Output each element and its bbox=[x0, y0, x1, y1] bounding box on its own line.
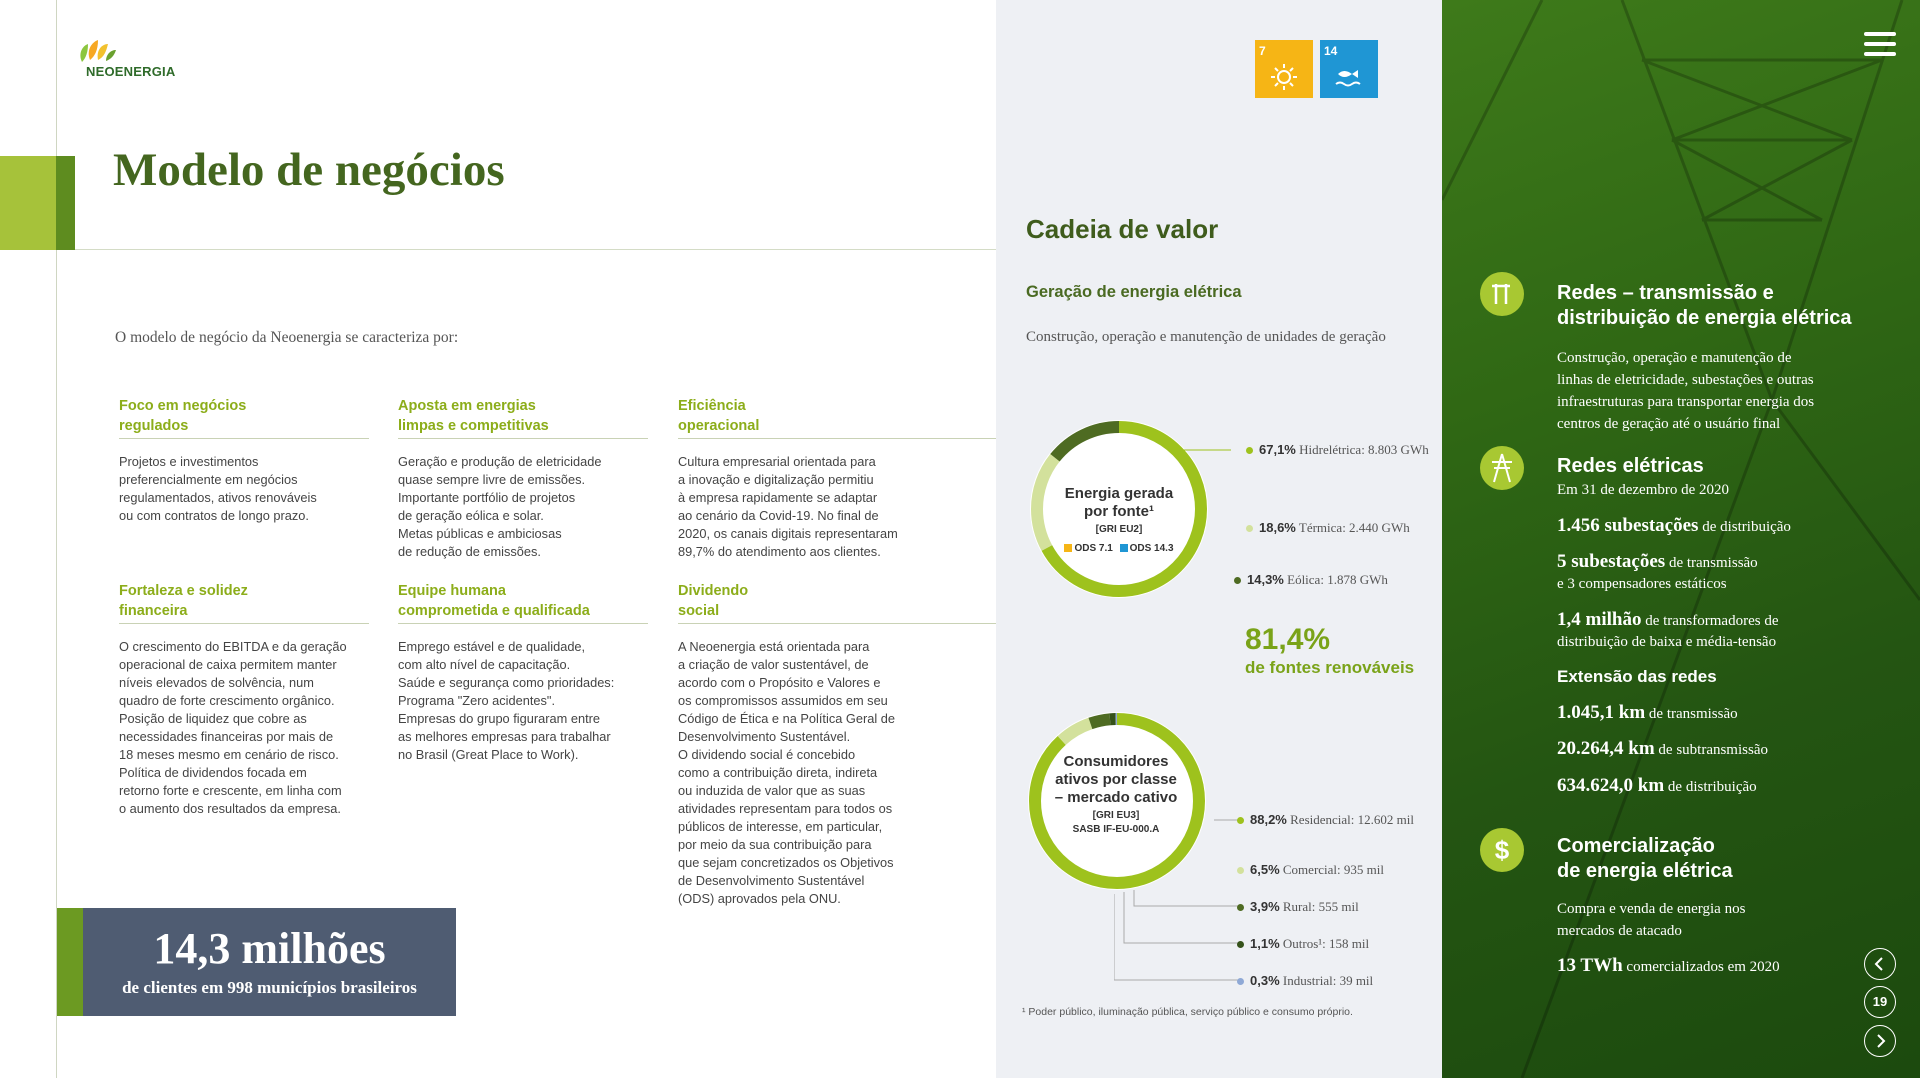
stat-accent bbox=[57, 908, 83, 1016]
renewables-label: de fontes renováveis bbox=[1245, 658, 1415, 677]
section-commercial-title: Comercialização de energia elétrica bbox=[1557, 835, 1733, 882]
stat-transformers-cont: distribuição de baixa e média-tensão bbox=[1557, 634, 1777, 650]
power-tower-icon bbox=[1480, 446, 1524, 490]
feature-text: Projetos e investimentos preferencialmente em negócios regulamentados, ativos renováveis ou com contratos de longo prazo. bbox=[119, 454, 317, 523]
page-number: 19 bbox=[1864, 986, 1896, 1018]
ods14-swatch bbox=[1120, 544, 1128, 552]
feature-title: Aposta em energias limpas e competitivas bbox=[398, 396, 648, 439]
feature-team bbox=[398, 581, 648, 764]
ods14-badge[interactable]: 14 bbox=[1320, 40, 1378, 98]
feature-text: O crescimento do EBITDA e da geração operacional de caixa permitem manter níveis elevados de solvência, num quadro de forte crescimento orgânico. Posição de liquidez que cobre as necessidades financeiras por mais de 18 meses mesmo em cenário de risco. Política de dividendos focada em retorno forte e crescente, em linha com o aumento dos resultados da empresa. bbox=[119, 639, 347, 816]
fish-icon bbox=[1334, 62, 1364, 92]
legend-dot bbox=[1246, 447, 1253, 454]
legend-commercial: 6,5% Comercial: 935 mil bbox=[1237, 862, 1384, 878]
feature-text: A Neoenergia está orientada para a criação de valor sustentável, de acordo com o Propósito e Valores e os compromissos assumidos em seu Código de Ética e na Política Geral de Desenvolvimento Sustentável. O dividendo social é concebido como a contribuição direta, indireta ou induzida de valor que as suas atividades representam para todos os públicos de interesse, em particular, por meio da sua contribuição para que sejam concretizados os Objetivos de Desenvolvimento Sustentável (ODS) aprovados pela ONU. bbox=[678, 639, 895, 906]
feature-efficiency bbox=[678, 396, 996, 561]
legend-industrial: 0,3% Industrial: 39 mil bbox=[1237, 973, 1373, 989]
feature-text: Cultura empresarial orientada para a inovação e digitalização permitiu à empresa rapidamente se adaptar ao cenário da Covid-19. No final de 2020, os canais digitais representaram 89,7% do atendimento aos clientes. bbox=[678, 454, 898, 559]
legend-hydro: 67,1% Hidrelétrica: 8.803 GWh bbox=[1246, 442, 1429, 458]
stat-transformers: 1,4 milhão de transformadores de bbox=[1557, 609, 1779, 630]
feature-title: Equipe humana comprometida e qualificada bbox=[398, 581, 648, 624]
gri-tag: [GRI EU2] bbox=[1095, 524, 1143, 535]
stat-distribution-km: 634.624,0 km de distribuição bbox=[1557, 775, 1757, 796]
legend-dot bbox=[1237, 941, 1244, 948]
legend-wind: 14,3% Eólica: 1.878 GWh bbox=[1234, 572, 1388, 588]
feature-text: Geração e produção de eletricidade quase sempre livre de emissões. Importante portfólio de projetos de geração eólica e solar. Metas públicas e ambiciosas de redução de emissões. bbox=[398, 454, 602, 559]
donut1-connectors bbox=[1176, 440, 1236, 590]
title-divider bbox=[75, 249, 996, 250]
feature-title: Eficiência operacional bbox=[678, 396, 996, 439]
legend-dot bbox=[1237, 817, 1244, 824]
ods7-badge[interactable]: 7 bbox=[1255, 40, 1313, 98]
generation-subheading: Geração de energia elétrica bbox=[1026, 283, 1242, 301]
legend-rural: 3,9% Rural: 555 mil bbox=[1237, 899, 1359, 915]
legend-thermal: 18,6% Térmica: 2.440 GWh bbox=[1246, 520, 1410, 536]
stat-distribution-substations: 1.456 subestações de distribuição bbox=[1557, 515, 1791, 536]
donut2-connectors bbox=[1114, 800, 1254, 990]
chevron-right-icon bbox=[1865, 1026, 1895, 1056]
value-chain-heading: Cadeia de valor bbox=[1026, 214, 1219, 244]
ods7-swatch bbox=[1064, 544, 1072, 552]
section-networks-title: Redes – transmissão e distribuição de energia elétrica bbox=[1557, 282, 1852, 329]
legend-dot bbox=[1246, 525, 1253, 532]
next-page-button[interactable] bbox=[1864, 1025, 1896, 1057]
legend-dot bbox=[1234, 577, 1241, 584]
gri-tag: [GRI EU3] bbox=[1092, 810, 1140, 821]
legend-dot bbox=[1237, 904, 1244, 911]
neoenergia-logo[interactable] bbox=[76, 36, 196, 82]
section-networks-text: Construção, operação e manutenção de linhas de eletricidade, subestações e outras infraestruturas para transportar energia dos centros de geração até o usuário final bbox=[1557, 350, 1815, 432]
sun-icon bbox=[1269, 62, 1299, 92]
consumers-donut-label: Consumidores ativos por classe – mercado cativo [GRI EU3] SASB IF-EU-000.A bbox=[1034, 753, 1198, 835]
energy-donut-label: Energia gerada por fonte¹ [GRI EU2] ODS 7.1 ODS 14.3 bbox=[1042, 485, 1196, 554]
tools-icon bbox=[1480, 272, 1524, 316]
hamburger-menu-icon[interactable] bbox=[1864, 32, 1896, 58]
stat-compensators: e 3 compensadores estáticos bbox=[1557, 576, 1727, 592]
stat-transmission-substations: 5 subestações de transmissão bbox=[1557, 551, 1758, 572]
sasb-tag: SASB IF-EU-000.A bbox=[1072, 824, 1160, 835]
section-commercial-text: Compra e venda de energia nos mercados de atacado bbox=[1557, 901, 1746, 939]
feature-clean-energy bbox=[398, 396, 648, 561]
page-title: Modelo de negócios bbox=[113, 144, 505, 196]
stat-caption: de clientes em 998 municípios brasileiros bbox=[122, 978, 417, 997]
prev-page-button[interactable] bbox=[1864, 948, 1896, 980]
logo-text: NEOENERGIA bbox=[86, 64, 176, 79]
ods-legend: ODS 7.1 ODS 14.3 bbox=[1042, 543, 1196, 554]
legend-residential: 88,2% Residencial: 12.602 mil bbox=[1237, 812, 1414, 828]
dollar-icon bbox=[1480, 828, 1524, 872]
legend-dot bbox=[1237, 978, 1244, 985]
stat-transmission-km: 1.045,1 km de transmissão bbox=[1557, 702, 1738, 723]
clients-stat-box bbox=[57, 908, 456, 1016]
generation-description: Construção, operação e manutenção de unidades de geração bbox=[1026, 329, 1386, 345]
value-chain-page bbox=[996, 0, 1442, 1078]
networks-panel bbox=[1442, 0, 1920, 1078]
stat-panel bbox=[83, 908, 456, 1016]
section-electric-networks-date: Em 31 de dezembro de 2020 bbox=[1557, 482, 1730, 498]
title-accent-bar bbox=[0, 156, 75, 250]
feature-title: Dividendo social bbox=[678, 581, 996, 624]
chevron-left-icon bbox=[1865, 949, 1895, 979]
feature-title: Foco em negócios regulados bbox=[119, 396, 369, 439]
section-electric-networks-title: Redes elétricas bbox=[1557, 455, 1704, 477]
feature-title: Fortaleza e solidez financeira bbox=[119, 581, 369, 624]
feature-social-dividend bbox=[678, 581, 996, 908]
stat-twh-traded: 13 TWh comercializados em 2020 bbox=[1557, 955, 1780, 976]
stat-value: 14,3 milhões bbox=[153, 924, 386, 973]
legend-dot bbox=[1237, 867, 1244, 874]
feature-regulated bbox=[119, 396, 369, 525]
network-extension-title: Extensão das redes bbox=[1557, 667, 1717, 686]
legend-others: 1,1% Outros¹: 158 mil bbox=[1237, 936, 1369, 952]
footnote: ¹ Poder público, iluminação pública, serviço público e consumo próprio. bbox=[1022, 1006, 1353, 1018]
stat-subtransmission-km: 20.264,4 km de subtransmissão bbox=[1557, 738, 1768, 759]
feature-text: Emprego estável e de qualidade, com alto nível de capacitação. Saúde e segurança como prioridades: Programa "Zero acidentes". Empresas do grupo figuraram entre as melhores empresas para trabalhar no Brasil (Great Place to Work). bbox=[398, 639, 615, 762]
feature-financial bbox=[119, 581, 369, 818]
intro-text: O modelo de negócio da Neoenergia se caracteriza por: bbox=[115, 329, 459, 346]
renewables-value: 81,4% bbox=[1245, 623, 1331, 656]
svg-text:$: $ bbox=[1494, 835, 1510, 865]
